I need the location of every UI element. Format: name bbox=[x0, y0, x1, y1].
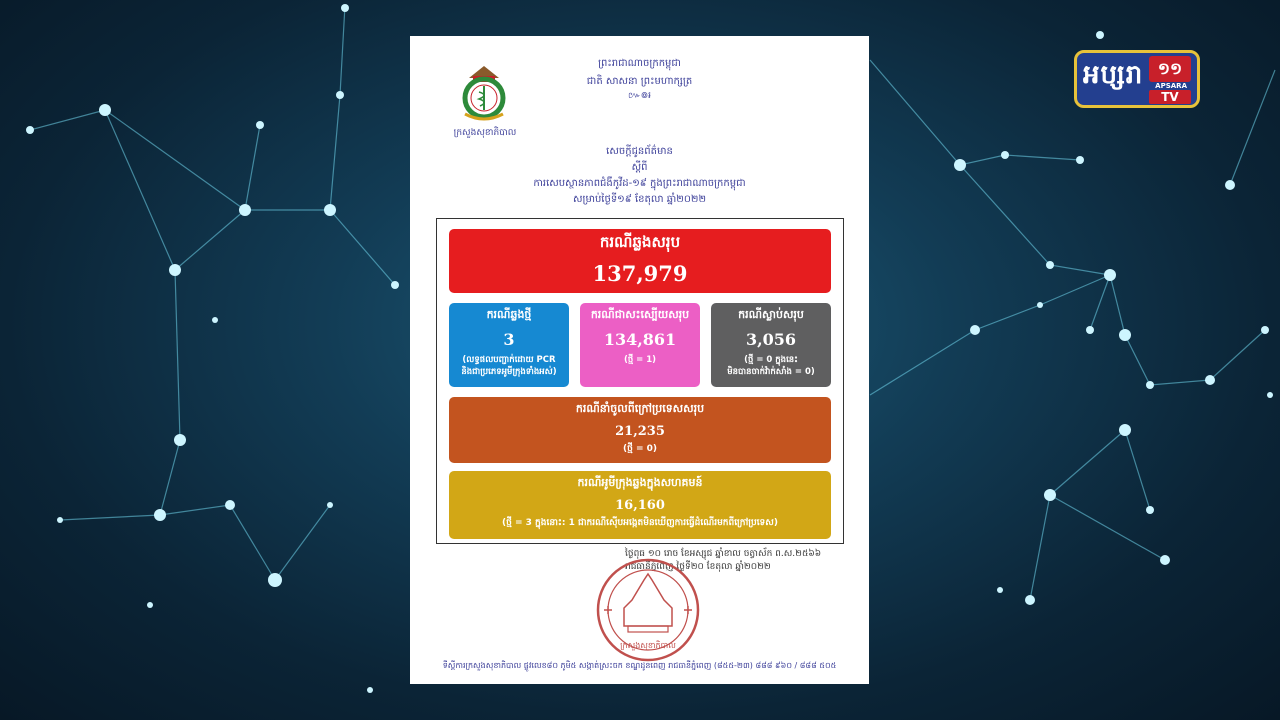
community-cases-box bbox=[449, 471, 831, 539]
issue-date: រាជធានីភ្នំពេញ ថ្ងៃទី២០ ខែតុលា ឆ្នាំ២០២២ bbox=[625, 562, 771, 572]
seal-text: ក្រសួងសុខាភិបាល bbox=[620, 641, 676, 650]
community-value: 16,160 bbox=[615, 498, 665, 513]
new-cases-value: 3 bbox=[503, 330, 515, 349]
new-cases-note-2: និងជាប្រភេទអូមីក្រុងទាំងអស់) bbox=[461, 367, 557, 377]
release-topic: ការសេបស្ថានភាពជំងឺកូវីដ-១៩ ក្នុងព្រះរាជាណាចក្រកម្ពុជា bbox=[533, 178, 746, 189]
ministry-name: ក្រសួងសុខាភិបាល bbox=[453, 128, 517, 138]
motto-header: ជាតិ សាសនា ព្រះមហាក្សត្រ bbox=[586, 76, 693, 87]
lunar-date: ថ្ងៃពុធ ១០ រោច ខែអស្សុជ ឆ្នាំខាល ចត្វាស័ក ព.ស.២៥៦៦ bbox=[625, 549, 822, 559]
recovered-box bbox=[580, 303, 700, 387]
recovered-label: ករណីជាសះស្បើយសរុប bbox=[590, 308, 690, 321]
release-date: សម្រាប់ថ្ងៃទី១៩ ខែតុលា ឆ្នាំ២០២២ bbox=[572, 194, 707, 205]
total-cases-value: 137,979 bbox=[592, 261, 688, 286]
channel-logo-brand: អប្សរា bbox=[1083, 60, 1144, 90]
deaths-value: 3,056 bbox=[745, 330, 797, 349]
ministry-emblem-icon bbox=[455, 62, 513, 124]
release-subject: ស្តីពី bbox=[631, 162, 648, 173]
release-title: សេចក្តីជូនព័ត៌មាន bbox=[606, 146, 673, 157]
recovered-note: (ថ្មី = 1) bbox=[623, 355, 657, 365]
deaths-box bbox=[711, 303, 831, 387]
total-cases-label: ករណីឆ្លងសរុប bbox=[599, 233, 681, 251]
imported-note: (ថ្មី = 0) bbox=[622, 444, 657, 454]
new-cases-note-1: (លទ្ធផលបញ្ជាក់ដោយ PCR bbox=[462, 355, 556, 365]
channel-logo-sub: APSARA bbox=[1155, 82, 1187, 90]
community-label: ករណីអូមីក្រុងឆ្លងក្នុងសហគមន៍ bbox=[577, 476, 703, 489]
release-titles bbox=[410, 144, 869, 208]
channel-logo-tv: TV bbox=[1149, 90, 1191, 104]
imported-label: ករណីនាំចូលពីក្រៅប្រទេសសរុប bbox=[575, 402, 705, 415]
imported-cases-box bbox=[449, 397, 831, 463]
community-note: (ថ្មី = 3 ក្នុងនោះ: 1 ជាករណីស៊ើបអង្កេតមិនឃើញការធ្វើដំណើរមកពីក្រៅប្រទេស) bbox=[502, 518, 778, 528]
new-cases-label: ករណីឆ្លងថ្មី bbox=[486, 308, 532, 321]
official-seal-icon bbox=[594, 556, 702, 664]
document-footer: ទីស្តីការក្រសួងសុខាភិបាល ផ្លូវលេខ៨០ ភូមិ៥ សង្កាត់ស្រះចក ខណ្ឌដូនពេញ រាជធានីភ្នំពេញ (៨៥៥-២៣) ៨៨៨ ៩៦០ / ៨៨៨ ៥០៥ bbox=[442, 661, 837, 670]
deaths-note-1: (ថ្មី = 0 ក្នុងនេះ bbox=[744, 355, 798, 365]
recovered-value: 134,861 bbox=[603, 330, 677, 349]
stats-frame bbox=[436, 218, 844, 544]
new-cases-box bbox=[449, 303, 569, 387]
imported-value: 21,235 bbox=[615, 424, 665, 439]
press-release-document bbox=[410, 36, 869, 684]
deaths-note-2: មិនបានចាក់វ៉ាក់សាំង = 0) bbox=[727, 367, 815, 377]
ornament-header: ៚៙៛ bbox=[627, 91, 652, 101]
channel-logo bbox=[1074, 50, 1200, 108]
channel-logo-number: ១១ bbox=[1149, 56, 1191, 82]
deaths-label: ករណីស្លាប់សរុប bbox=[738, 308, 804, 321]
kingdom-header: ព្រះរាជាណាចក្រកម្ពុជា bbox=[598, 58, 681, 69]
total-cases-box bbox=[449, 229, 831, 293]
